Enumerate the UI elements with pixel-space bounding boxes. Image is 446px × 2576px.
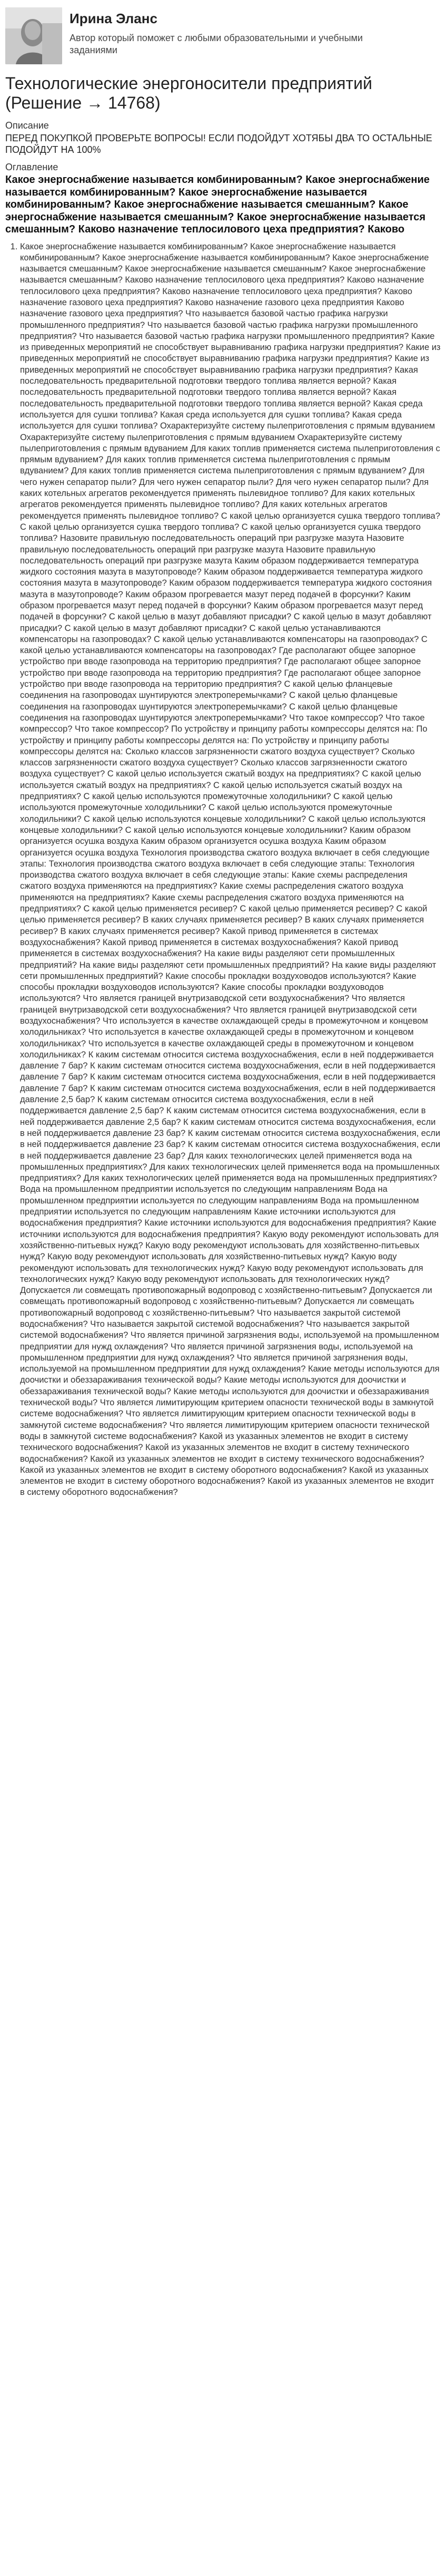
author-profile	[5, 7, 441, 64]
description-text: ПЕРЕД ПОКУПКОЙ ПРОВЕРЬТЕ ВОПРОСЫ! ЕСЛИ ПОДОЙДУТ ХОТЯБЫ ДВА ТО ОСТАЛЬНЫЕ ПОДОЙДУТ НА 100%	[5, 133, 432, 155]
page-title: Технологические энергоносители предприятий (Решение → 14768)	[5, 74, 372, 112]
toc-label: Оглавление	[5, 162, 58, 172]
description-label: Описание	[5, 120, 49, 131]
list-item	[20, 241, 441, 1499]
avatar[interactable]	[5, 7, 62, 64]
avatar-photo-icon	[5, 7, 62, 64]
toc-heading: Какое энергоснабжение называется комбинированным? Какое энергоснабжение называется комбинированным? Какое энергоснабжение называется комбинированным? Какое энергоснабжение называется смешанным? Какое энергоснабжение называется смешанным? Какое энергоснабжение называется смешанным? Каково назначение теплосилового цеха предприятия? Каково	[5, 174, 430, 235]
author-info	[70, 7, 364, 56]
question-list	[5, 241, 441, 1499]
question-text: Какое энергоснабжение называется комбинированным? Какое энергоснабжение называется комбинированным? Какое энергоснабжение называется комбинированным? Какое энергоснабжение называется смешанным? Какое энергоснабжение называется смешанным? Какое энергоснабжение называется смешанным? Каково назначение теплосилового цеха предприятия? Каково назначение теплосилового цеха предприятия? Каково назначение теплосилового цеха предприятия? Каково назначение газового цеха предприятия? Каково назначение газового цеха предприятия Каково назначение газового цеха предприятия? Что называется базовой частью графика нагрузки промышленного предприятия? Что называется базовой частью графика нагрузки промышленного предприятия? Что называется базовой частью графика нагрузки промышленного предприятия? Какие из приведенных мероприятий не способствует выравниванию графика нагрузки предприятия? Какие из приведенных мероприятий не способствует выравниванию графика нагрузки предприятия? Какие из приведенных мероприятий не способствует выравниванию графика нагрузки предприятия? Какая последовательность предварительной подготовки твердого топлива является верной? Какая последовательность предварительной подготовки твердого топлива является верной? Какая последовательность предварительной подготовки твердого топлива является верной? Какая среда используется для сушки топлива? Какая среда используется для сушки топлива? Какая среда используется для сушки топлива? Охарактеризуйте систему пылеприготовления с прямым вдуванием Охарактеризуйте систему пылеприготовления с прямым вдуванием Охарактеризуйте систему пылеприготовления с прямым вдуванием Для каких топлив применяется система пылеприготовления с прямым вдуванием? Для каких топлив применяется система пылеприготовления с прямым вдуванием? Для каких топлив применяется система пылеприготовления с прямым вдуванием? Для чего нужен сепаратор пыли? Для чего нужен сепаратор пыли? Для чего нужен сепаратор пыли? Для каких котельных агрегатов рекомендуется применять пылевидное топливо? Для каких котельных агрегатов рекомендуется применять пылевидное топливо? Для каких котельных агрегатов рекомендуется применять пылевидное топливо? С какой целью организуется сушка твердого топлива? С какой целью организуется сушка твердого топлива? С какой целью организуется сушка твердого топлива? Назовите правильную последовательность операций при разгрузке мазута Назовите правильную последовательность операций при разгрузке мазута Назовите правильную последовательность операций при разгрузке мазута Каким образом поддерживается температура жидкого состояния мазута в мазутопроводе? Каким образом поддерживается температура жидкого состояния мазута в мазутопроводе? Каким образом поддерживается температура жидкого состояния мазута в мазутопроводе? Каким образом прогревается мазут перед подачей в форсунки? Каким образом прогревается мазут перед подачей в форсунки? Каким образом прогревается мазут перед подачей в форсунки? С какой целью в мазут добавляют присадки? С какой целью в мазут добавляют присадки? С какой целью в мазут добавляют присадки? С какой целью устанавливаются компенсаторы на газопроводах? С какой целью устанавливаются компенсаторы на газопроводах? С какой целью устанавливаются компенсаторы на газопроводах? Где располагают общее запорное устройство при вводе газопровода на территорию предприятия? Где располагают общее запорное устройство при вводе газопровода на территорию предприятия? Где располагают общее запорное устройство при вводе газопровода на территорию предприятия? С какой целью фланцевые соединения на газопроводах шунтируются электроперемычками? С какой целью фланцевые соединения на газопроводах шунтируются электроперемычками? С какой целью фланцевые соединения на газопроводах шунтируются электроперемычками? Что такое компрессор? Что такое компрессор? Что такое компрессор? По устройству и принципу работы компрессоры делятся на: По устройству и принципу работы компрессоры делятся на: По устройству и принципу работы компрессоры делятся на: Сколько классов загрязненности сжатого воздуха существует? Сколько классов загрязненности сжатого воздуха существует? Сколько классов загрязненности сжатого воздуха существует? С какой целью используется сжатый воздух на предприятиях? С какой целью используется сжатый воздух на предприятиях? С какой целью используется сжатый воздух на предприятиях? С какой целью используются промежуточные холодильники? С какой целью используются промежуточные холодильники? С какой целью используются промежуточные холодильники? С какой целью используются концевые холодильники? С какой целью используются концевые холодильники? С какой целью используются концевые холодильники? Каким образом организуется осушка воздуха Каким образом организуется осушка воздуха Каким образом организуется осушка воздуха Технология производства сжатого воздуха включает в себя следующие этапы: Технология производства сжатого воздуха включает в себя следующие этапы: Технология производства сжатого воздуха включает в себя следующие этапы: Какие схемы распределения сжатого воздуха применяются на предприятиях? Какие схемы распределения сжатого воздуха применяются на предприятиях? Какие схемы распределения сжатого воздуха применяются на предприятиях? С какой целью применяется ресивер? С какой целью применяется ресивер? С какой целью применяется ресивер? В каких случаях применяется ресивер? В каких случаях применяется ресивер? В каких случаях применяется ресивер? Какой привод применяется в системах воздухоснабжения? Какой привод применяется в системах воздухоснабжения? Какой привод применяется в системах воздухоснабжения? На какие виды разделяют сети промышленных предприятий? На какие виды разделяют сети промышленных предприятий? На какие виды разделяют сети промышленных предприятий? Какие способы прокладки воздуховодов используются? Какие способы прокладки воздуховодов используются? Какие способы прокладки воздуховодов используются? Что является границей внутризаводской сети воздухоснабжения? Что является границей внутризаводской сети воздухоснабжения? Что является границей внутризаводской сети воздухоснабжения? Что используется в качестве охлаждающей среды в промежуточном и концевом холодильниках? Что используется в качестве охлаждающей среды в промежуточном и концевом холодильниках? Что используется в качестве охлаждающей среды в промежуточном и концевом холодильниках? К каким системам относится система воздухоснабжения, если в ней поддерживается давление 7 бар? К каким системам относится система воздухоснабжения, если в ней поддерживается давление 7 бар? К каким системам относится система воздухоснабжения, если в ней поддерживается давление 7 бар? К каким системам относится система воздухоснабжения, если в ней поддерживается давление 2,5 бар? К каким системам относится система воздухоснабжения, если в ней поддерживается давление 2,5 бар? К каким системам относится система воздухоснабжения, если в ней поддерживается давление 2,5 бар? К каким системам относится система воздухоснабжения, если в ней поддерживается давление 23 бар? К каким системам относится система воздухоснабжения, если в ней поддерживается давление 23 бар? К каким системам относится система воздухоснабжения, если в ней поддерживается давление 23 бар? Для каких технологических целей применяется вода на промышленных предприятиях? Для каких технологических целей применяется вода на промышленных предприятиях? Для каких технологических целей применяется вода на промышленных предприятиях? Вода на промышленном предприятии используется по следующим направлениям Вода на промышленном предприятии используется по следующим направлениям Вода на промышленном предприятии используется по следующим направлениям Какие источники используются для водоснабжения предприятия? Какие источники используются для водоснабжения предприятия? Какие источники используются для водоснабжения предприятия? Какую воду рекомендуют использовать для хозяйственно-питьевых нужд? Какую воду рекомендуют использовать для хозяйственно-питьевых нужд? Какую воду рекомендуют использовать для хозяйственно-питьевых нужд? Какую воду рекомендуют использовать для технологических нужд? Какую воду рекомендуют использовать для технологических нужд? Какую воду рекомендуют использовать для технологических нужд? Допускается ли совмещать противопожарный водопровод с хозяйственно-питьевым? Допускается ли совмещать противопожарный водопровод с хозяйственно-питьевым? Допускается ли совмещать противопожарный водопровод с хозяйственно-питьевым? Что называется закрытой системой водоснабжения? Что называется закрытой системой водоснабжения? Что называется закрытой системой водоснабжения? Что является причиной загрязнения воды, используемой на промышленном предприятии для нужд охлаждения? Что является причиной загрязнения воды, используемой на промышленном предприятии для нужд охлаждения? Что является причиной загрязнения воды, используемой на промышленном предприятии для нужд охлаждения? Какие методы используются для доочистки и обеззараживания технической воды? Какие методы используются для доочистки и обеззараживания технической воды? Какие методы используются для доочистки и обеззараживания технической воды? Что является лимитирующим критерием опасности технической воды в замкнутой системе водоснабжения? Что является лимитирующим критерием опасности технической воды в замкнутой системе водоснабжения? Что является лимитирующим критерием опасности технической воды в замкнутой системе водоснабжения? Какой из указанных элементов не входит в систему технического водоснабжения? Какой из указанных элементов не входит в систему технического водоснабжения? Какой из указанных элементов не входит в систему технического водоснабжения? Какой из указанных элементов не входит в систему оборотного водоснабжения? Какой из указанных элементов не входит в систему оборотного водоснабжения? Какой из указанных элементов не входит в систему оборотного водоснабжения?	[20, 241, 441, 1498]
author-description: Автор который поможет с любыми образовательными и учебными заданиями	[70, 33, 363, 55]
author-name[interactable]: Ирина Эланс	[70, 11, 157, 26]
